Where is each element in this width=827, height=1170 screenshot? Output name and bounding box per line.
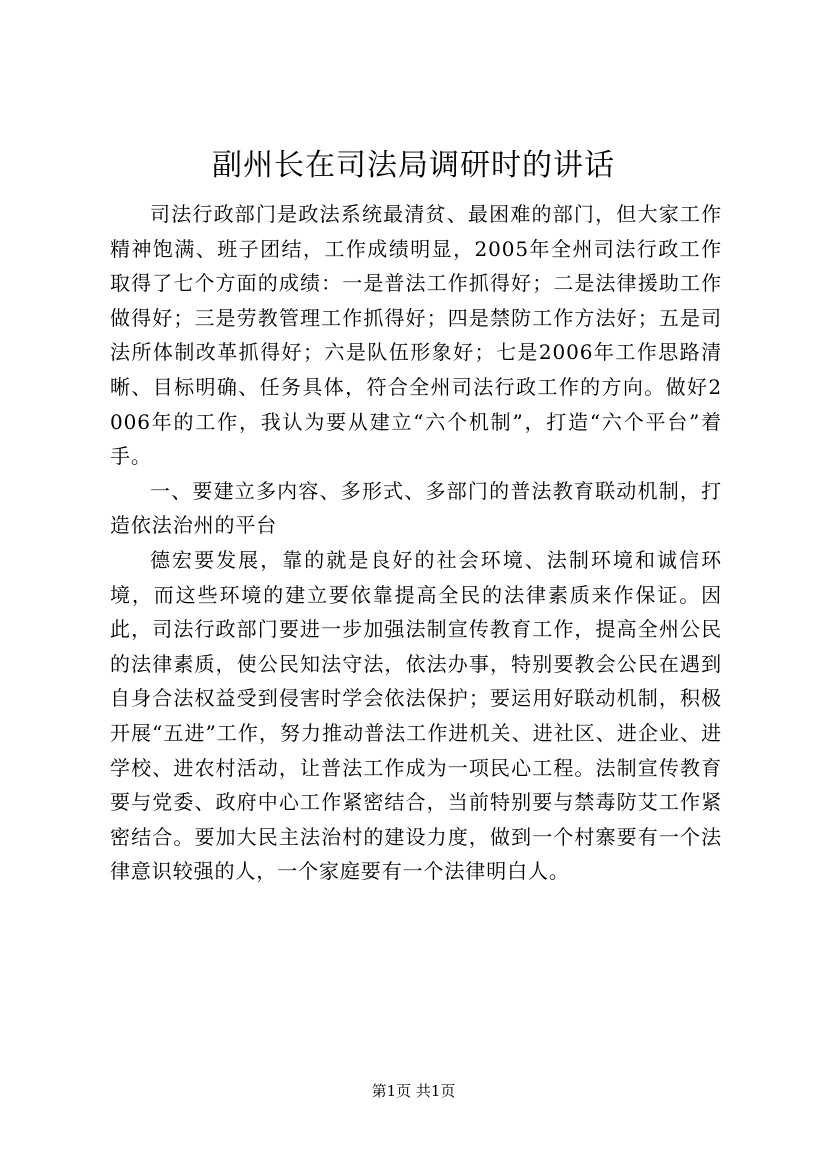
document-title: 副州长在司法局调研时的讲话 <box>212 148 615 183</box>
paragraph-section-heading: 一、要建立多内容、多形式、多部门的普法教育联动机制，打造依法治州的平台 <box>110 478 722 538</box>
paragraph-body: 德宏要发展，靠的就是良好的社会环境、法制环境和诚信环境，而这些环境的建立要依靠提高全民的法律素质来作保证。因此，司法行政部门要进一步加强法制宣传教育工作，提高全州公民的法律素质，使公民知法守法，依法办事，特别要教会公民在遇到自身合法权益受到侵害时学会依法保护；要运用好联动机制，积极开展“五进”工作，努力推动普法工作进机关、进社区、进企业、进学校、进农村活动，让普法工作成为一项民心工程。法制宣传教育要与党委、政府中心工作紧密结合，当前特别要与禁毒防艾工作紧密结合。要加大民主法治村的建设力度，做到一个村寨要有一个法律意识较强的人，一个家庭要有一个法律明白人。 <box>110 547 722 884</box>
paragraph-intro: 司法行政部门是政法系统最清贫、最困难的部门，但大家工作精神饱满、班子团结，工作成绩明显，2005年全州司法行政工作取得了七个方面的成绩：一是普法工作抓得好；二是法律援助工作做得好；三是劳教管理工作抓得好；四是禁防工作方法好；五是司法所体制改革抓得好；六是队伍形象好；七是2006年工作思路清晰、目标明确、任务具体，符合全州司法行政工作的方向。做好2006年的工作，我认为要从建立“六个机制”，打造“六个平台”着手。 <box>110 202 722 469</box>
document-body <box>110 197 722 889</box>
page-number-footer: 第1页 共1页 <box>371 1082 456 1100</box>
